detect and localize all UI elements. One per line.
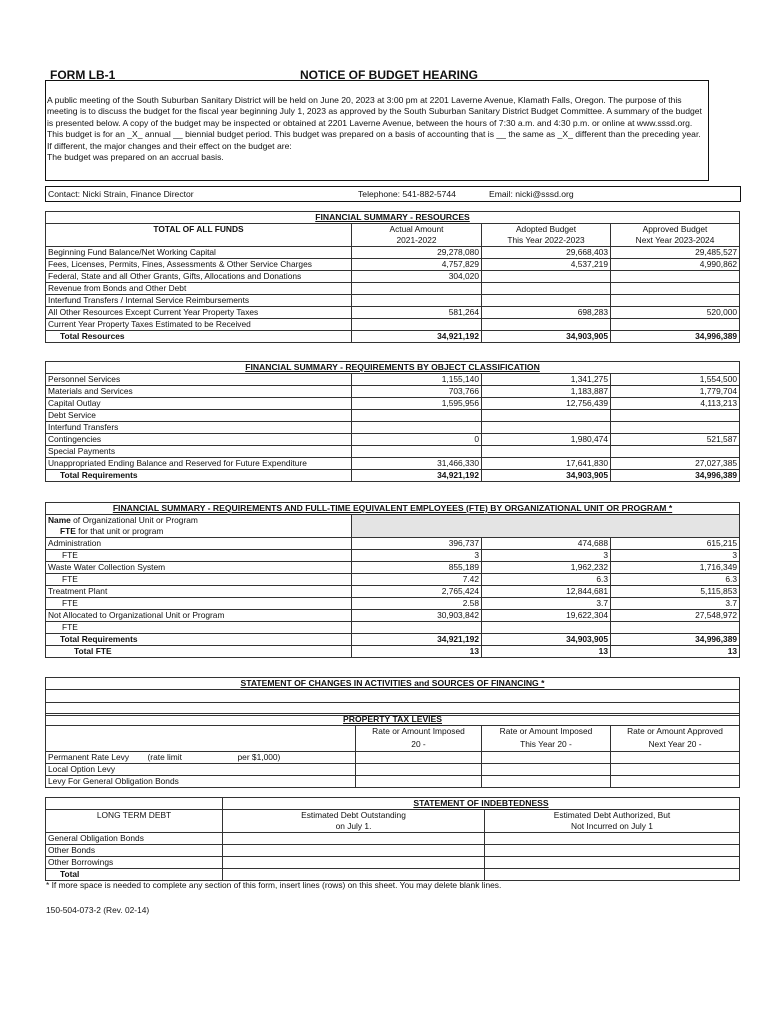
row-rate-limit: (rate limit [146,752,236,764]
table-row [46,271,740,283]
row-value-a [223,845,485,857]
table-row [46,422,740,434]
table-row [46,410,740,422]
table-row [46,586,740,598]
contact-phone: Telephone: 541-882-5744 [358,189,456,199]
row-value-a: 0 [352,434,482,446]
page-title: NOTICE OF BUDGET HEARING [300,68,479,82]
tax-col1-h2: 20 - [356,737,482,752]
row-value-b [485,833,740,845]
tax-col3-h2: Next Year 20 - [611,737,740,752]
row-value-b [485,857,740,869]
row-value-b [482,410,611,422]
resources-col3-h1: Approved Budget [611,224,740,236]
row-value-c [611,776,740,788]
row-value-b: 698,283 [482,307,611,319]
row-value-c: 1,779,704 [611,386,740,398]
row-label: Revenue from Bonds and Other Debt [46,283,352,295]
tax-col3-h1: Rate or Amount Approved [611,726,740,738]
row-label: Contingencies [46,434,352,446]
row-value-b: 1,341,275 [482,374,611,386]
row-value-b: 474,688 [482,538,611,550]
row-value-b: 1,962,232 [482,562,611,574]
row-value-b: 6.3 [482,574,611,586]
row-value-b [482,776,611,788]
row-label: Treatment Plant [46,586,352,598]
row-value-b: 3.7 [482,598,611,610]
table-row [46,845,740,857]
row-value-b [482,295,611,307]
row-value-a [356,764,482,776]
row-value-a [352,295,482,307]
row-value-a: 855,189 [352,562,482,574]
table-row [46,259,740,271]
fte-name-header: Name of Organizational Unit or Program [46,515,352,527]
row-value-c [611,622,740,634]
row-value-c [611,295,740,307]
row-label: Interfund Transfers / Internal Service Reimbursements [46,295,352,307]
row-value-a: 31,466,330 [352,458,482,470]
changes-table [45,677,740,716]
resources-col2-h2: This Year 2022-2023 [482,235,611,247]
table-row [46,283,740,295]
table-row [46,833,740,845]
row-value-a: 703,766 [352,386,482,398]
resources-total-c: 34,996,389 [611,331,740,343]
table-row [46,458,740,470]
debt-col2-h1: Estimated Debt Authorized, But [485,810,740,822]
row-value-a [352,410,482,422]
row-label: FTE [46,598,352,610]
row-label: General Obligation Bonds [46,833,223,845]
debt-table [45,797,740,881]
row-value-c: 1,716,349 [611,562,740,574]
row-value-c: 3 [611,550,740,562]
debt-col1-h1: Estimated Debt Outstanding [223,810,485,822]
row-value-b [482,271,611,283]
row-value-c: 3.7 [611,598,740,610]
row-value-a [352,622,482,634]
row-value-c: 6.3 [611,574,740,586]
form-id: FORM LB-1 [50,68,116,82]
row-rate-limit [146,764,236,776]
row-rate-unit [236,776,356,788]
table-row [46,374,740,386]
row-label: FTE [46,622,352,634]
debt-rows [46,833,740,869]
fte-header-shade [352,515,740,538]
table-row [46,610,740,622]
row-value-a [356,776,482,788]
resources-total-a: 34,921,192 [352,331,482,343]
row-value-b: 12,756,439 [482,398,611,410]
intro-text [47,95,707,163]
row-value-c: 5,115,853 [611,586,740,598]
row-value-b [482,446,611,458]
fte-title: FINANCIAL SUMMARY - REQUIREMENTS AND FULL-TIME EQUIVALENT EMPLOYEES (FTE) BY ORGANIZATIONAL UNIT OR PROGRAM * [46,503,740,515]
requirements-total-c: 34,996,389 [611,470,740,482]
table-row [46,574,740,586]
row-value-c [611,422,740,434]
contact-email: Email: nicki@sssd.org [489,189,574,199]
requirements-rows [46,374,740,470]
fte-total-fte-label: Total FTE [46,646,352,658]
debt-total-label: Total [46,869,223,881]
row-value-a: 304,020 [352,271,482,283]
row-value-c [611,271,740,283]
table-row [46,295,740,307]
resources-table [45,211,740,343]
row-value-a: 7.42 [352,574,482,586]
resources-title: FINANCIAL SUMMARY - RESOURCES [46,212,740,224]
resources-col1-h1: Actual Amount [352,224,482,236]
row-label: Materials and Services [46,386,352,398]
row-value-a [352,319,482,331]
row-label: Beginning Fund Balance/Net Working Capital [46,247,352,259]
row-value-b: 1,183,887 [482,386,611,398]
row-value-b: 3 [482,550,611,562]
tax-col2-h1: Rate or Amount Imposed [482,726,611,738]
fte-total-req-c: 34,996,389 [611,634,740,646]
fte-rows [46,538,740,634]
table-row [46,446,740,458]
row-value-c: 615,215 [611,538,740,550]
resources-label: TOTAL OF ALL FUNDS [46,224,352,236]
table-row [46,247,740,259]
row-label: Local Option Levy [46,764,146,776]
row-label: Debt Service [46,410,352,422]
requirements-total-a: 34,921,192 [352,470,482,482]
table-row [46,434,740,446]
resources-col2-h1: Adopted Budget [482,224,611,236]
resources-col1-h2: 2021-2022 [352,235,482,247]
requirements-title: FINANCIAL SUMMARY - REQUIREMENTS BY OBJECT CLASSIFICATION [46,362,740,374]
tax-title: PROPERTY TAX LEVIES [46,714,740,726]
row-label: Other Bonds [46,845,223,857]
tax-rows [46,752,740,788]
row-value-b: 12,844,681 [482,586,611,598]
row-label: Not Allocated to Organizational Unit or Program [46,610,352,622]
requirements-table [45,361,740,482]
row-value-c [611,446,740,458]
row-value-c [611,283,740,295]
row-value-a [352,422,482,434]
row-label: Special Payments [46,446,352,458]
form-number: 150-504-073-2 (Rev. 02-14) [46,905,150,915]
row-value-c: 520,000 [611,307,740,319]
row-rate-unit: per $1,000) [236,752,356,764]
row-label: FTE [46,574,352,586]
tax-col2-h2: This Year 20 - [482,737,611,752]
intro-accrual: The budget was prepared on an accrual basis. [47,152,224,163]
table-row [46,622,740,634]
table-row [46,857,740,869]
row-label: Administration [46,538,352,550]
row-value-a: 2,765,424 [352,586,482,598]
row-value-a [223,833,485,845]
requirements-total-label: Total Requirements [46,470,352,482]
contact-name: Contact: Nicki Strain, Finance Director [48,189,194,199]
row-label: Current Year Property Taxes Estimated to be Received [46,319,352,331]
row-label: Waste Water Collection System [46,562,352,574]
row-value-a [352,446,482,458]
row-value-b: 19,622,304 [482,610,611,622]
table-row [46,752,740,764]
table-row [46,562,740,574]
resources-total-b: 34,903,905 [482,331,611,343]
table-row [46,538,740,550]
row-value-b [482,622,611,634]
row-label: Permanent Rate Levy [46,752,146,764]
fte-fte-header: FTE for that unit or program [46,526,352,538]
debt-col2-h2: Not Incurred on July 1 [485,821,740,833]
resources-col3-h2: Next Year 2023-2024 [611,235,740,247]
fte-total-fte-b: 13 [482,646,611,658]
row-value-a [356,752,482,764]
row-value-b: 29,668,403 [482,247,611,259]
row-value-a [352,283,482,295]
fte-total-fte-c: 13 [611,646,740,658]
row-label: Interfund Transfers [46,422,352,434]
row-value-c: 521,587 [611,434,740,446]
row-value-c: 27,548,972 [611,610,740,622]
row-label: All Other Resources Except Current Year Property Taxes [46,307,352,319]
fte-total-req-a: 34,921,192 [352,634,482,646]
resources-total-label: Total Resources [46,331,352,343]
table-row [46,386,740,398]
row-value-c [611,410,740,422]
row-value-a [223,857,485,869]
fte-total-req-b: 34,903,905 [482,634,611,646]
row-value-c: 4,990,862 [611,259,740,271]
table-row [46,398,740,410]
requirements-total-b: 34,903,905 [482,470,611,482]
row-value-a: 396,737 [352,538,482,550]
row-value-b [482,283,611,295]
row-value-c: 29,485,527 [611,247,740,259]
row-value-a: 2.58 [352,598,482,610]
footnote: * If more space is needed to complete any section of this form, insert lines (rows) on this sheet. You may delete blank lines. [46,880,502,890]
row-value-b [482,752,611,764]
contact-row [45,186,741,202]
tax-table [45,713,740,788]
intro-paragraph: A public meeting of the South Suburban Sanitary District will be held on June 20, 2023 at 3:00 pm at 2201 Laverne Avenue, Klamath Falls, Oregon. The purpose of this meeting is to discuss the budget for the fiscal year beginning July 1, 2023 as approved by the South Suburban Sanitary District Budget Committee. A summary of the budget is presented below. A copy of the budget may be inspected or obtained at 2201 Laverne Avenue, between the hours of 7:30 a.m. and 4:30 p.m. or online at www.sssd.org. This budget is for an _X_ annual __ biennial budget period. This budget was prepared on a basis of accounting that is __ the same as _X_ different than the preceding year. If different, the major changes and their effect on the budget are: [47,95,702,151]
table-row [46,764,740,776]
row-value-a: 4,757,829 [352,259,482,271]
row-value-c: 1,554,500 [611,374,740,386]
row-value-b: 1,980,474 [482,434,611,446]
row-value-c [611,319,740,331]
row-label: FTE [46,550,352,562]
row-value-a: 30,903,842 [352,610,482,622]
table-row [46,307,740,319]
row-label: Federal, State and all Other Grants, Gifts, Allocations and Donations [46,271,352,283]
row-label: Other Borrowings [46,857,223,869]
debt-col1-h2: on July 1. [223,821,485,833]
row-value-a: 581,264 [352,307,482,319]
row-label: Personnel Services [46,374,352,386]
debt-title: STATEMENT OF INDEBTEDNESS [223,798,740,810]
row-value-a: 1,155,140 [352,374,482,386]
row-value-a: 29,278,080 [352,247,482,259]
row-value-c [611,764,740,776]
debt-label: LONG TERM DEBT [46,810,223,822]
row-value-c: 27,027,385 [611,458,740,470]
row-value-a: 3 [352,550,482,562]
row-label: Capital Outlay [46,398,352,410]
table-row [46,776,740,788]
table-row [46,319,740,331]
table-row [46,598,740,610]
row-label: Unappropriated Ending Balance and Reserved for Future Expenditure [46,458,352,470]
changes-title: STATEMENT OF CHANGES IN ACTIVITIES and SOURCES OF FINANCING * [46,678,740,690]
fte-total-fte-a: 13 [352,646,482,658]
row-value-b [482,422,611,434]
row-value-b: 17,641,830 [482,458,611,470]
row-value-a: 1,595,956 [352,398,482,410]
row-value-c [611,752,740,764]
fte-total-req-label: Total Requirements [46,634,352,646]
row-label: Levy For General Obligation Bonds [46,776,146,788]
row-value-c: 4,113,213 [611,398,740,410]
row-value-b [482,764,611,776]
row-rate-unit [236,764,356,776]
row-value-b [482,319,611,331]
fte-table [45,502,740,658]
row-value-b: 4,537,219 [482,259,611,271]
row-label: Fees, Licenses, Permits, Fines, Assessments & Other Service Charges [46,259,352,271]
row-value-b [485,845,740,857]
table-row [46,550,740,562]
resources-rows [46,247,740,331]
tax-col1-h1: Rate or Amount Imposed [356,726,482,738]
